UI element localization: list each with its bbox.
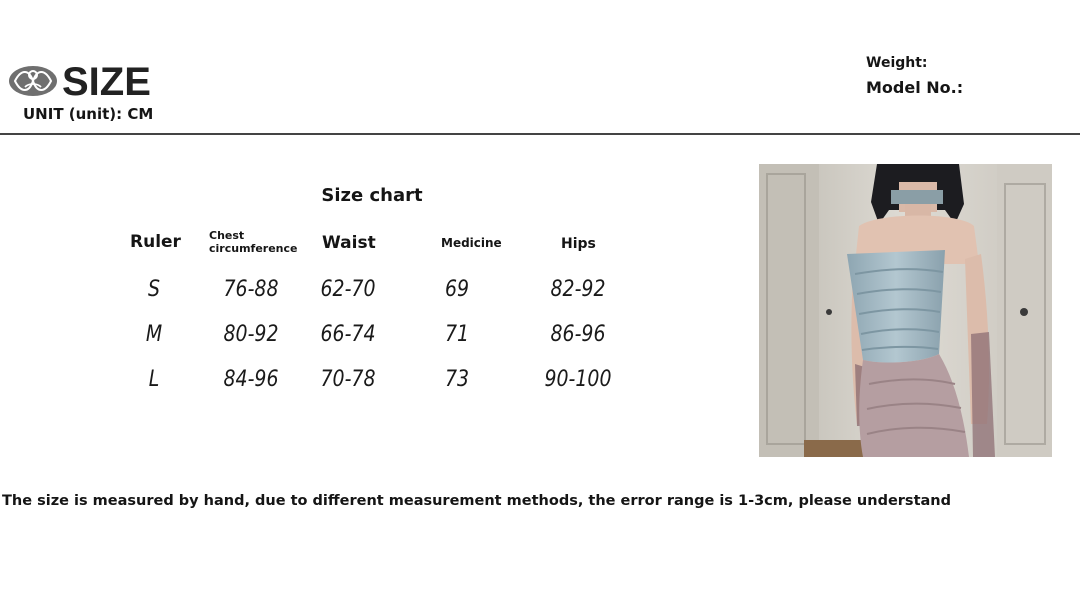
column-header-waist: Waist bbox=[322, 233, 376, 253]
table-cell-chest: 80-92 bbox=[223, 322, 279, 347]
table-cell-size: M bbox=[145, 322, 163, 347]
table-cell-waist: 66-74 bbox=[320, 322, 376, 347]
column-header-ruler: Ruler bbox=[130, 232, 181, 252]
table-cell-medicine: 71 bbox=[444, 322, 470, 347]
brand-logo-icon bbox=[7, 63, 59, 99]
model-photo bbox=[759, 164, 1052, 457]
table-cell-hips: 86-96 bbox=[550, 322, 606, 347]
table-cell-waist: 70-78 bbox=[320, 367, 376, 392]
page-title: SIZE bbox=[62, 60, 151, 104]
header-divider bbox=[0, 133, 1080, 135]
size-chart-title: Size chart bbox=[321, 185, 423, 206]
measurement-note: The size is measured by hand, due to different measurement methods, the error range is 1-3cm, please understand bbox=[2, 493, 951, 509]
column-header-hips: Hips bbox=[561, 236, 596, 252]
weight-label: Weight: bbox=[866, 55, 928, 71]
table-cell-chest: 84-96 bbox=[223, 367, 279, 392]
table-cell-medicine: 73 bbox=[444, 367, 470, 392]
table-cell-size: L bbox=[148, 367, 160, 392]
table-cell-hips: 82-92 bbox=[550, 277, 606, 302]
table-cell-medicine: 69 bbox=[444, 277, 470, 302]
table-cell-size: S bbox=[147, 277, 161, 302]
model-number-label: Model No.: bbox=[866, 78, 964, 97]
table-cell-hips: 90-100 bbox=[544, 367, 612, 392]
table-cell-chest: 76-88 bbox=[223, 277, 279, 302]
column-header-medicine: Medicine bbox=[441, 236, 502, 250]
table-cell-waist: 62-70 bbox=[320, 277, 376, 302]
unit-label: UNIT (unit): CM bbox=[23, 105, 154, 123]
column-header-chest: Chest circumference bbox=[209, 229, 298, 255]
